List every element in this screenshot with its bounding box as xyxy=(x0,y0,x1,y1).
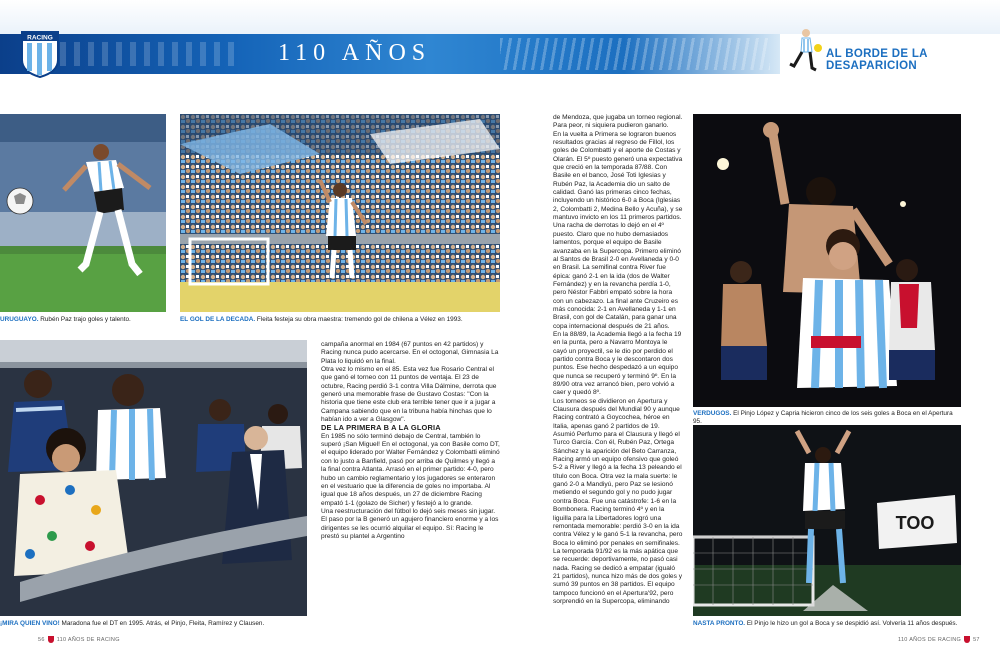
player-kicking-icon xyxy=(782,26,822,78)
caption-verdugos-text: El Pinjo López y Capria hicieron cinco de los seis goles a Boca en el Apertura 95. xyxy=(693,410,953,425)
col2-paragraph-3: En la 88/89, la Academia llegó a la fecha 19 en la punta, pero a Navarro Montoya le cayó un proyectil, se le dio por perdido el partido contra Boca y le descontaron dos puntos. Ese hecho despedazó a un equipo que nunca se recuperó y terminó 9º. En la 89/90 otra vez arrancó bien, pero volvió a caer y quedó 8º. xyxy=(553,330,682,397)
col2-paragraph-4: Los torneos se dividieron en Apertura y Clausura después del Mundial 90 y aunque Racing contrató a Goycochea, héroe en Italia, apenas ganó 2 partidos de 19. Asumió Perfumo para el Clausura y llegó el Turco García. Con él, Rubén Paz, Ortega Sánchez y la aparición del Beto Carranza, Racing armó un equipo ofensivo que goleó 5-2 a River y llegó a la fecha 13 peleando el título con Boca. Otra vez la mala suerte: le ganó 2-0 a Mandiyú, pero Paz se lesionó metiendo el segundo gol y no pudo jugar contra Boca. Fue una catástrofe: 1-6 en la Bombonera. Racing terminó 4º y en la liguilla para la Libertadores logró una remontada memorable: perdió 3-0 en la ida contra Vélez y le ganó 5-1 la revancha, pero Boca lo eliminó por penales en semifinales. xyxy=(553,397,683,547)
article-column-1 xyxy=(321,341,501,541)
caption-pronto-text: El Pinjo le hizo un gol a Boca y se despidió así. Volvería 11 años después. xyxy=(745,620,958,627)
caption-verdugos-lead: VERDUGOS. xyxy=(693,410,732,417)
racing-mini-shield-icon xyxy=(48,636,54,643)
caption-gol-lead: EL GOL DE LA DECADA. xyxy=(180,316,256,323)
footer-left xyxy=(38,636,120,643)
header-crowd-texture xyxy=(500,38,770,70)
col1-subhead: DE LA PRIMERA B A LA GLORIA xyxy=(321,423,441,433)
col2-paragraph-1: de Mendoza, que jugaba un torneo regional. Para peor, ni siquiera pudieron ganarlo. xyxy=(553,114,683,130)
caption-uruguayo-lead: URUGUAYO. xyxy=(0,316,39,323)
left-page-number: 56 xyxy=(38,636,45,643)
col1-paragraph-2: Otra vez lo mismo en el 85. Esta vez fue Rosario Central el que ganó el torneo con 11 puntos de ventaja. El 23 de octubre, Racing perdió 3-1 contra Villa Dálmine, derrota que generó una memorable frase de Gustavo Costas: "Con la historia que tiene este club era terrible tener que ir a jugar a Campana sabiendo que en la tribuna había hinchas que lo habían ido a ver a Glasgow". xyxy=(321,366,497,424)
caption-uruguayo-text: Rubén Paz trajo goles y talento. xyxy=(38,316,131,323)
page-title: 110 AÑOS xyxy=(278,40,432,66)
caption-gol-text: Fleita festeja su obra maestra: tremendo gol de chilena a Vélez en 1993. xyxy=(255,316,463,323)
photo-pinjo-farewell xyxy=(693,425,961,616)
caption-uruguayo xyxy=(0,316,170,324)
header-fade xyxy=(0,0,1000,34)
right-page-number: 57 xyxy=(973,636,980,643)
header-stadium-texture xyxy=(60,42,240,66)
section-title: AL BORDE DE LA DESAPARICION xyxy=(826,48,928,72)
right-footer-text: 110 AÑOS DE RACING xyxy=(898,636,962,643)
racing-shield-logo xyxy=(20,30,60,78)
photo-maradona-bench xyxy=(0,340,307,616)
photo-verdugos-celebration xyxy=(693,114,961,407)
article-column-2 xyxy=(553,114,683,606)
col2-paragraph-5: La temporada 91/92 es la más apática que se recuerde: deportivamente, no pasó casi nada. Racing se dedicó a empatar (igualó 21 partidos), nunca hizo más de dos goles y sumó 39 puntos en 38 partidos. El equipo tampoco funcionó en el Apertura'92, pero sorprendió en la Supercopa, eliminando xyxy=(553,547,683,605)
photo-fleita-celebration xyxy=(180,114,500,312)
col2-paragraph-2: En la vuelta a Primera se lograron buenos resultados gracias al regreso de Fillol, los goles de Colombatti y el aporte de Costas y Olarán. El 5º puesto generó una expectativa que creció en la temporada 87/88. Con Basile en el banco, José Toti Iglesias y Rubén Paz, la Academia dio un salto de calidad. Ganó las primeras cinco fechas, incluyendo un histórico 6-0 a Boca (Iglesias 2, Colombatti 2, Medina Bello y Acuña), y se mantuvo invicto en los 11 primeros partidos. Una racha de derrotas lo dejó en el 4º puesto. Claro que no hubo demasiados lamentos, porque el equipo de Basile avanzaba en la Supercopa. Primero eliminó al Santos de Brasil 2-0 en Avellaneda y 0-0 en Brasil. La semifinal contra River fue épica: ganó 2-1 en la ida (dos de Walter Fernández) y en la revancha perdía 1-0, pero Néstor Fabbri empató sobre la hora con un cabezazo. La final ante Cruzeiro es más conocida: 2-1 en Avellaneda y 1-1 en Brasil, con gol de Catalán, para ganar una copa internacional después de 21 años. xyxy=(553,130,683,330)
caption-verdugos xyxy=(693,410,963,426)
svg-text:TOO: TOO xyxy=(895,513,935,533)
caption-mira-quien-vino xyxy=(0,620,310,628)
caption-mira-text: Maradona fue el DT en 1995. Atrás, el Pinjo, Fleita, Ramírez y Clausen. xyxy=(59,620,265,627)
col1-paragraph-3: En 1985 no sólo terminó debajo de Central, también lo superó ¡San Miguel! En el octogonal, ya con Basile como DT, el equipo liderado por Walter Fernández y Colombatti eliminó con lo justo a Banfield, pasó por arriba de Quilmes y llegó a la final contra Atlanta. Arrasó en el primer partido: 4-0, pero hubo un cambio reglamentario y los jugadores se enteraron en el vestuario que la diferencia de goles no importaba. Al igual que 18 años después, un 27 de diciembre Racing empató 1-1 (golazo de Sicher) y festejó a lo grande. xyxy=(321,432,500,507)
logo-text: RACING xyxy=(27,34,53,42)
col1-paragraph-1: campaña anormal en 1984 (67 puntos en 42 partidos) y Racing nunca pudo acercarse. En el octogonal, Gimnasia La Plata lo liquidó en la final. xyxy=(321,341,499,365)
caption-pronto-lead: NASTA PRONTO. xyxy=(693,620,746,627)
photo-ruben-paz xyxy=(0,114,166,312)
left-footer-text: 110 AÑOS DE RACING xyxy=(56,636,120,643)
col1-paragraph-4: Una reestructuración del fútbol lo dejó seis meses sin jugar. El paso por la B generó un agujero financiero enorme y a los dirigentes se les ocurrió alquilar el equipo. Sí: Racing le prestó su plantel a Argentino xyxy=(321,507,499,540)
caption-mira-lead: ¡MIRA QUIEN VINO! xyxy=(0,620,60,627)
caption-hasta-pronto xyxy=(693,620,963,628)
racing-mini-shield-icon xyxy=(964,636,970,643)
caption-gol-decada xyxy=(180,316,500,324)
footer-right xyxy=(898,636,980,643)
page-header xyxy=(0,0,1000,90)
